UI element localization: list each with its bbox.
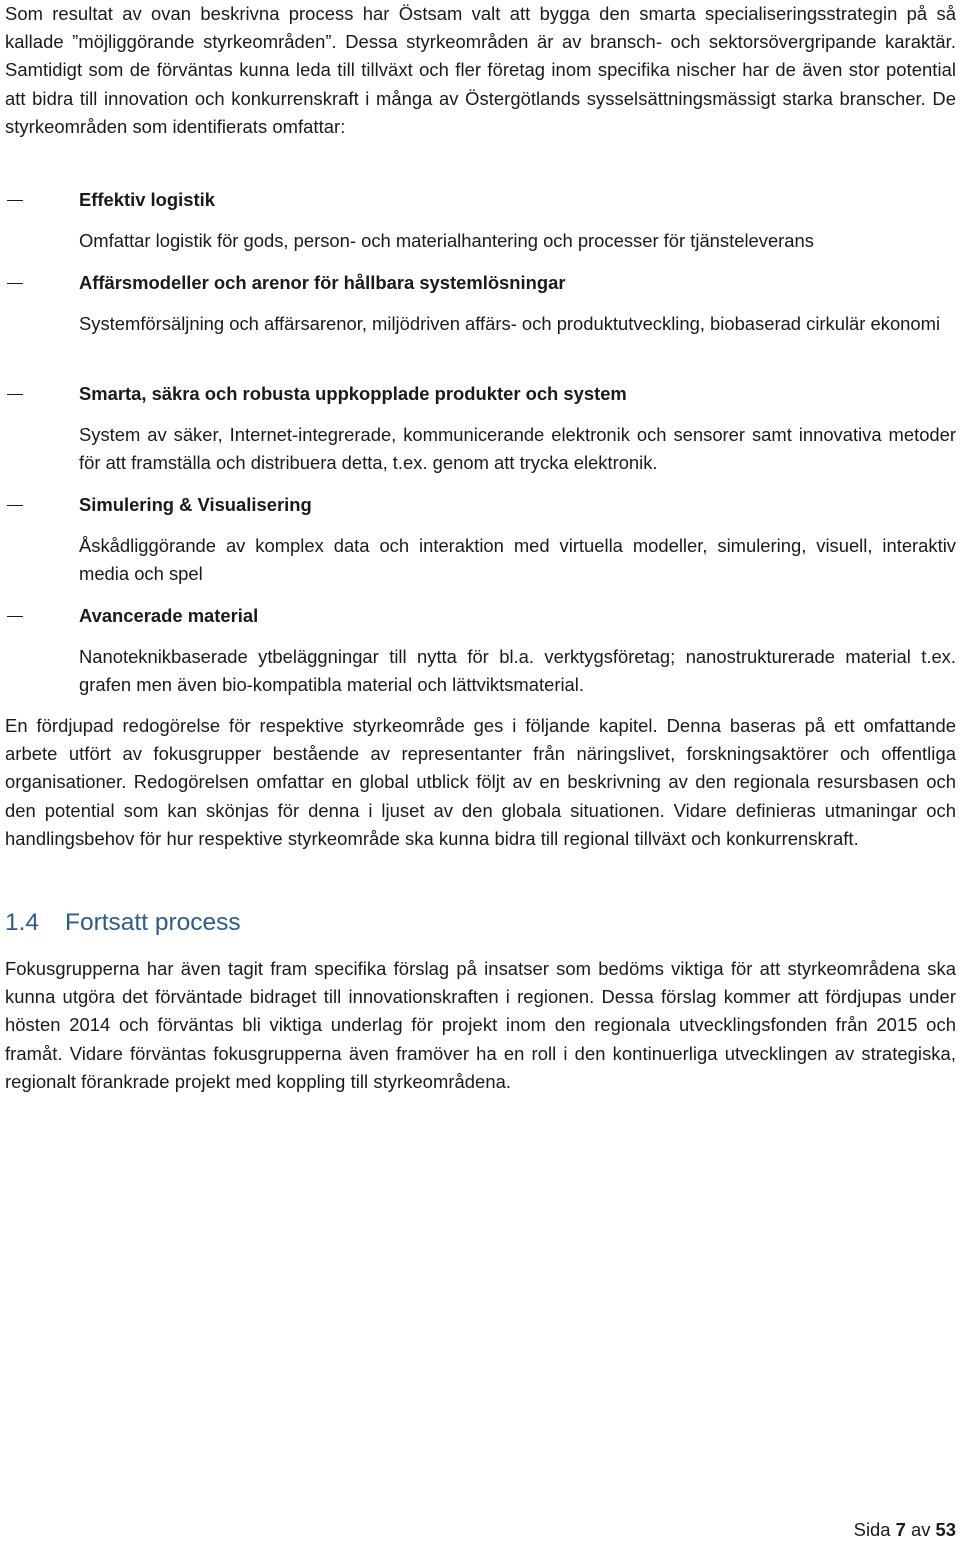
footer-separator: av	[910, 1519, 931, 1540]
list-item-description: Systemförsäljning och affärsarenor, miljödriven affärs- och produktutveckling, biobaserad cirkulär ekonomi	[79, 313, 941, 334]
section-paragraph: Fokusgrupperna har även tagit fram specifika förslag på insatser som bedöms viktiga för att styrkeområdena ska kunna utgöra det förväntade bidraget till innovationskraften i regionen. Dessa förslag kommer att fördjupas under hösten 2014 och förväntas bli viktiga underlag för projekt inom den regionala utvecklingsfonden från 2015 och framåt. Vidare förväntas fokusgrupperna även framöver ha en roll i den kontinuerliga utvecklingen av strategiska, regionalt förankrade projekt med koppling till styrkeområdena.	[5, 958, 956, 1092]
section-heading	[5, 906, 241, 940]
list-item-description: Nanoteknikbaserade ytbeläggningar till nytta för bl.a. verktygsföretag; nanostrukturerade material t.ex. grafen men även bio-kompatibla material och lättviktsmaterial.	[79, 646, 956, 696]
dash-bullet-icon	[7, 616, 23, 617]
after-list-paragraph: En fördjupad redogörelse för respektive styrkeområde ges i följande kapitel. Denna baseras på ett omfattande arbete utfört av fokusgrupper bestående av representanter från näringslivet, forskningsaktörer och offentliga organisationer. Redogörelsen omfattar en global utblick följt av en beskrivning av den regionala resursbasen och den potential som kan skönjas för denna i ljuset av den globala situationen. Vidare definieras utmaningar och handlingsbehov för hur respektive styrkeområde ska kunna bidra till regional tillväxt och konkurrenskraft.	[5, 715, 956, 849]
list-item-description: System av säker, Internet-integrerade, kommunicerande elektronik och sensorer samt innovativa metoder för att framställa och distribuera detta, t.ex. genom att trycka elektronik.	[79, 424, 956, 474]
list-item	[5, 602, 956, 713]
dash-bullet-icon	[7, 505, 23, 506]
dash-bullet-icon	[7, 394, 23, 395]
list-item-title: Avancerade material	[79, 605, 259, 626]
list-item-description: Omfattar logistik för gods, person- och materialhantering och processer för tjänsteleverans	[79, 230, 814, 251]
list-item-description: Åskådliggörande av komplex data och interaktion med virtuella modeller, simulering, visuell, interaktiv media och spel	[79, 535, 956, 585]
section-title: Fortsatt process	[65, 909, 241, 936]
list-item	[5, 186, 956, 269]
strength-areas-list	[5, 186, 956, 713]
footer-total-pages: 53	[935, 1519, 956, 1540]
list-item-title: Simulering & Visualisering	[79, 494, 312, 515]
list-item-title: Affärsmodeller och arenor för hållbara systemlösningar	[79, 272, 566, 293]
footer-current-page: 7	[895, 1519, 906, 1540]
list-item-title: Smarta, säkra och robusta uppkopplade produkter och system	[79, 383, 627, 404]
footer-prefix: Sida	[853, 1519, 891, 1540]
section-number: 1.4	[5, 909, 40, 936]
list-item	[5, 269, 956, 380]
dash-bullet-icon	[7, 283, 23, 284]
dash-bullet-icon	[7, 200, 23, 201]
list-item	[5, 491, 956, 602]
list-item	[5, 380, 956, 491]
page-footer	[854, 1517, 956, 1543]
intro-paragraph: Som resultat av ovan beskrivna process har Östsam valt att bygga den smarta specialiseringsstrategin på så kallade ”möjliggörande styrkeområden”. Dessa styrkeområden är av bransch- och sektorsövergripande karaktär. Samtidigt som de förväntas kunna leda till tillväxt och fler företag inom specifika nischer har de även stor potential att bidra till innovation och konkurrenskraft i många av Östergötlands sysselsättningsmässigt starka branscher. De styrkeområden som identifierats omfattar:	[5, 3, 956, 137]
list-item-title: Effektiv logistik	[79, 189, 215, 210]
